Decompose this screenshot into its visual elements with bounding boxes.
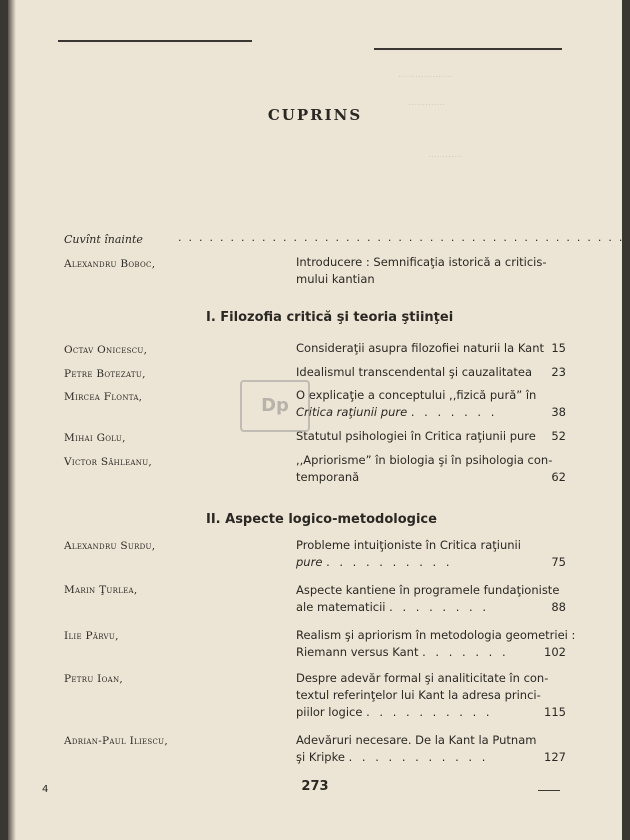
author-name: Alexandru Surdu, [64,540,156,552]
page-ref: 38 [551,405,566,419]
author-name: Octav Onicescu, [64,344,148,356]
author-name: Mihai Golu, [64,432,126,444]
toc-entry [296,428,566,445]
page-gutter-shadow [8,0,16,840]
author-name: Petre Botezatu, [64,368,146,380]
entry-title-line: piilor logice [296,705,363,719]
toc-entry [296,627,576,661]
page-title: CUPRINS [267,106,363,124]
entry-title-line: textul referinţelor lui Kant la adresa princi- [296,688,541,702]
entry-title-line: Aspecte kantiene în programele fundaţioniste [296,583,560,597]
toc-entry [296,732,566,766]
toc-entry [296,340,566,357]
entry-title-line: Realism şi apriorism în metodologia geometriei : [296,628,576,642]
entry-title-line: Probleme intuiţioniste în Critica raţiunii [296,538,521,552]
author-name: Mircea Flonta, [64,391,143,403]
entry-title-line: Adevăruri necesare. De la Kant la Putnam [296,733,537,747]
leader-dots: . . . . . . . . [389,600,489,614]
page-number: 273 [301,779,329,794]
entry-title-line: Idealismul transcendental şi cauzalitatea [296,365,533,379]
entry-title-line: Consideraţii asupra filozofiei naturii la Kant [296,341,545,355]
entry-title-line: mului kantian [296,272,375,286]
page-ref: 23 [551,365,566,379]
toc-entry [296,582,566,616]
leader-dots: . . . . . . . . . . [326,555,453,569]
top-right-rule [374,48,562,50]
leader-dots: . . . . . . . . . . . [348,750,489,764]
entry-title-line: Riemann versus Kant [296,645,419,659]
leader-dots: . . . . . . . . . . [366,705,493,719]
author-name: Marin Ţurlea, [64,584,138,596]
author-name: Petru Ioan, [64,673,124,685]
page-ref: 115 [544,705,566,719]
page-ref: 127 [544,750,566,764]
author-name: Ilie Pârvu, [64,630,119,642]
entry-title-line: ale matematicii [296,600,386,614]
page-ref: 88 [551,600,566,614]
page-ref: 75 [551,555,566,569]
entry-title-line: O explicaţie a conceptului ,,fizică pură” în [296,388,537,402]
toc-entry [296,254,566,288]
page-ref: 102 [544,645,566,659]
section-heading: II. Aspecte logico-metodologice [206,512,437,527]
watermark-logo: Dp [240,380,310,432]
page-ref: 15 [551,341,566,355]
leader-dots: . . . . . . . [422,645,509,659]
top-left-rule [58,40,252,42]
entry-title-line: Despre adevăr formal şi analiticitate în con- [296,671,549,685]
entry-title-line: Statutul psihologiei în Critica raţiunii pure [296,429,536,443]
foreword-leader-dots: ........................................... [178,231,630,244]
entry-title-line: ,,Apriorisme” în biologia şi în psihologia con- [296,453,553,467]
entry-title-line: Introducere : Semnificaţia istorică a criticis- [296,255,547,269]
author-name: Adrian-Paul Iliescu, [64,735,169,747]
author-name: Alexandru Boboc, [64,258,156,270]
toc-entry [296,364,566,381]
toc-entry [296,670,566,721]
page-ref: 52 [551,429,566,443]
section-heading: I. Filozofia critică şi teoria ştiinţei [206,310,454,325]
book-page: ................... ............. ............ CUPRINS Cuvînt înainte ........................................... Alexandru Boboc, Introducere : Semnificaţia istorică a criticis- mului kantian I. Filozofia critică şi teoria ştiinţei Octav Onicescu, Consideraţii asupra filozofiei naturii la Kant 15 Petre Botezatu, Idealismul transcendental şi cauzalitatea 23 Mircea Flonta, O explicaţie a conceptului ,,fizică pură” în Critica raţiunii pure . . . . . . . 38 Mihai Golu, Statutul psihologiei în Critica raţiunii pure 52 Victor Săhleanu, ,,Apriorisme” în biologia şi în psihologia con- temporană 62 II. Aspecte logico-metodologice Alexandru Surdu, Probleme intuiţioniste în Critica raţiunii pure . . . . . . . . . . 75 Marin Ţurlea, Aspecte kantiene în programele fundaţioniste ale matematicii . . . . . . . . 88 Ilie Pârvu, Realism şi apriorism în metodologia geometriei : Riemann versus Kant . . . . . . . 102 Petru Ioan, Despre adevăr formal şi analiticitate în con- textul referinţelor lui Kant la adresa princi- piilor logice . . . . . . . . . . 115 Adrian-Paul Iliescu, Adevăruri necesare. De la Kant la Putnam şi Kripke . . . . . . . . . . . 127 Dp 4 273 [8,0,622,840]
bottom-mark [538,790,560,791]
entry-title-line: temporană [296,470,360,484]
toc-entry [296,387,566,421]
page-ref: 62 [551,470,566,484]
foreword-label: Cuvînt înainte [64,233,143,246]
toc-entry [296,452,566,486]
leader-dots: . . . . . . . [410,405,498,419]
author-name: Victor Săhleanu, [64,456,153,468]
corner-mark: 4 [42,784,49,795]
entry-title-line: Critica raţiunii pure [296,405,408,419]
entry-title-line: şi Kripke [296,750,345,764]
entry-title-line: pure [296,555,323,569]
toc-entry [296,537,566,571]
